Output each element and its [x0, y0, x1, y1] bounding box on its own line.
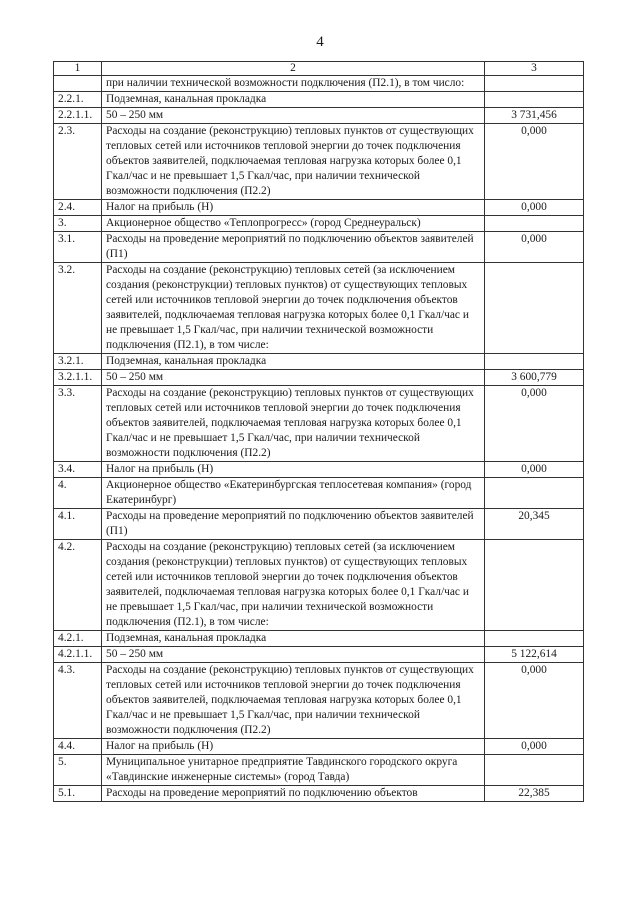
row-number: 3.2.1. [54, 354, 102, 370]
row-value [485, 92, 584, 108]
table-row [54, 755, 584, 786]
row-number: 3.4. [54, 462, 102, 478]
row-number: 2.2.1.1. [54, 108, 102, 124]
row-number: 2.4. [54, 200, 102, 216]
row-text: Муниципальное унитарное предприятие Тавдинского городского округа «Тавдинские инженерные системы» (город Тавда) [102, 755, 485, 786]
row-text: Налог на прибыль (Н) [102, 462, 485, 478]
table-row [54, 216, 584, 232]
table-row [54, 386, 584, 462]
table-row [54, 263, 584, 354]
row-text: Расходы на создание (реконструкцию) тепловых пунктов от существующих тепловых сетей или источников тепловой энергии до точек подключения объектов заявителей, подключаемая тепловая нагрузка которых более 0,1 Гкал/час и не превышает 1,5 Гкал/час, при наличии технической возможности подключения (П2.2) [102, 124, 485, 200]
page-number: 4 [316, 34, 324, 50]
row-text: Расходы на создание (реконструкцию) тепловых пунктов от существующих тепловых сетей или источников тепловой энергии до точек подключения объектов заявителей, подключаемая тепловая нагрузка которых более 0,1 Гкал/час и не превышает 1,5 Гкал/час, при наличии технической возможности подключения (П2.2) [102, 386, 485, 462]
table-row [54, 631, 584, 647]
row-text: Подземная, канальная прокладка [102, 92, 485, 108]
table-row [54, 509, 584, 540]
row-number: 4.2.1.1. [54, 647, 102, 663]
row-number: 4.3. [54, 663, 102, 739]
row-value [485, 216, 584, 232]
row-number: 4. [54, 478, 102, 509]
row-text: Расходы на создание (реконструкцию) тепловых сетей (за исключением создания (реконструкции) тепловых пунктов) от существующих тепловых сетей или источников тепловой энергии до точек подключения объектов заявителей, подключаемая тепловая нагрузка которых более 0,1 Гкал/час и не превышает 1,5 Гкал/час, при наличии технической возможности подключения (П2.1), в том числе: [102, 540, 485, 631]
header-col-2: 2 [102, 62, 485, 76]
row-value [485, 755, 584, 786]
table-row [54, 478, 584, 509]
row-text: 50 – 250 мм [102, 370, 485, 386]
row-text: при наличии технической возможности подключения (П2.1), в том число: [102, 76, 485, 92]
table-header-row [54, 62, 584, 76]
row-number: 4.2.1. [54, 631, 102, 647]
table-row [54, 200, 584, 216]
row-text: Подземная, канальная прокладка [102, 631, 485, 647]
row-value: 0,000 [485, 739, 584, 755]
row-number: 4.4. [54, 739, 102, 755]
row-value [485, 263, 584, 354]
row-value [485, 76, 584, 92]
header-col-1: 1 [54, 62, 102, 76]
row-text: 50 – 250 мм [102, 108, 485, 124]
row-number: 2.3. [54, 124, 102, 200]
row-value: 0,000 [485, 232, 584, 263]
row-number: 3.1. [54, 232, 102, 263]
row-number: 2.2.1. [54, 92, 102, 108]
row-value: 0,000 [485, 663, 584, 739]
row-number: 5.1. [54, 786, 102, 802]
row-value [485, 540, 584, 631]
row-value [485, 631, 584, 647]
row-text: Расходы на проведение мероприятий по подключению объектов заявителей (П1) [102, 509, 485, 540]
row-number: 3.3. [54, 386, 102, 462]
row-value: 0,000 [485, 386, 584, 462]
row-text: Расходы на проведение мероприятий по подключению объектов заявителей (П1) [102, 232, 485, 263]
row-text: Подземная, канальная прокладка [102, 354, 485, 370]
tariff-table [53, 61, 584, 802]
row-value: 3 600,779 [485, 370, 584, 386]
row-value: 0,000 [485, 200, 584, 216]
row-text: Налог на прибыль (Н) [102, 200, 485, 216]
table-row [54, 92, 584, 108]
table-row [54, 232, 584, 263]
row-number [54, 76, 102, 92]
row-number: 4.2. [54, 540, 102, 631]
row-value [485, 478, 584, 509]
table-row [54, 354, 584, 370]
row-text: Расходы на создание (реконструкцию) тепловых пунктов от существующих тепловых сетей или источников тепловой энергии до точек подключения объектов заявителей, подключаемая тепловая нагрузка которых более 0,1 Гкал/час и не превышает 1,5 Гкал/час, при наличии технической возможности подключения (П2.2) [102, 663, 485, 739]
row-text: Расходы на проведение мероприятий по подключению объектов [102, 786, 485, 802]
row-number: 4.1. [54, 509, 102, 540]
row-text: Акционерное общество «Теплопрогресс» (город Среднеуральск) [102, 216, 485, 232]
row-text: Акционерное общество «Екатеринбургская теплосетевая компания» (город Екатеринбург) [102, 478, 485, 509]
table-row [54, 786, 584, 802]
table-row [54, 370, 584, 386]
row-value: 20,345 [485, 509, 584, 540]
table-row [54, 462, 584, 478]
row-value: 22,385 [485, 786, 584, 802]
row-number: 3.2.1.1. [54, 370, 102, 386]
table-row [54, 647, 584, 663]
table-row [54, 540, 584, 631]
row-number: 5. [54, 755, 102, 786]
table-row [54, 124, 584, 200]
table-row [54, 739, 584, 755]
row-value: 5 122,614 [485, 647, 584, 663]
header-col-3: 3 [485, 62, 584, 76]
row-text: 50 – 250 мм [102, 647, 485, 663]
row-value: 3 731,456 [485, 108, 584, 124]
row-text: Налог на прибыль (Н) [102, 739, 485, 755]
table-row [54, 663, 584, 739]
row-number: 3.2. [54, 263, 102, 354]
row-value: 0,000 [485, 124, 584, 200]
row-number: 3. [54, 216, 102, 232]
row-text: Расходы на создание (реконструкцию) тепловых сетей (за исключением создания (реконструкции) тепловых пунктов) от существующих тепловых сетей или источников тепловой энергии до точек подключения объектов заявителей, подключаемая тепловая нагрузка которых более 0,1 Гкал/час и не превышает 1,5 Гкал/час, при наличии технической возможности подключения (П2.1), в том числе: [102, 263, 485, 354]
row-value [485, 354, 584, 370]
table-row [54, 76, 584, 92]
table-row [54, 108, 584, 124]
row-value: 0,000 [485, 462, 584, 478]
